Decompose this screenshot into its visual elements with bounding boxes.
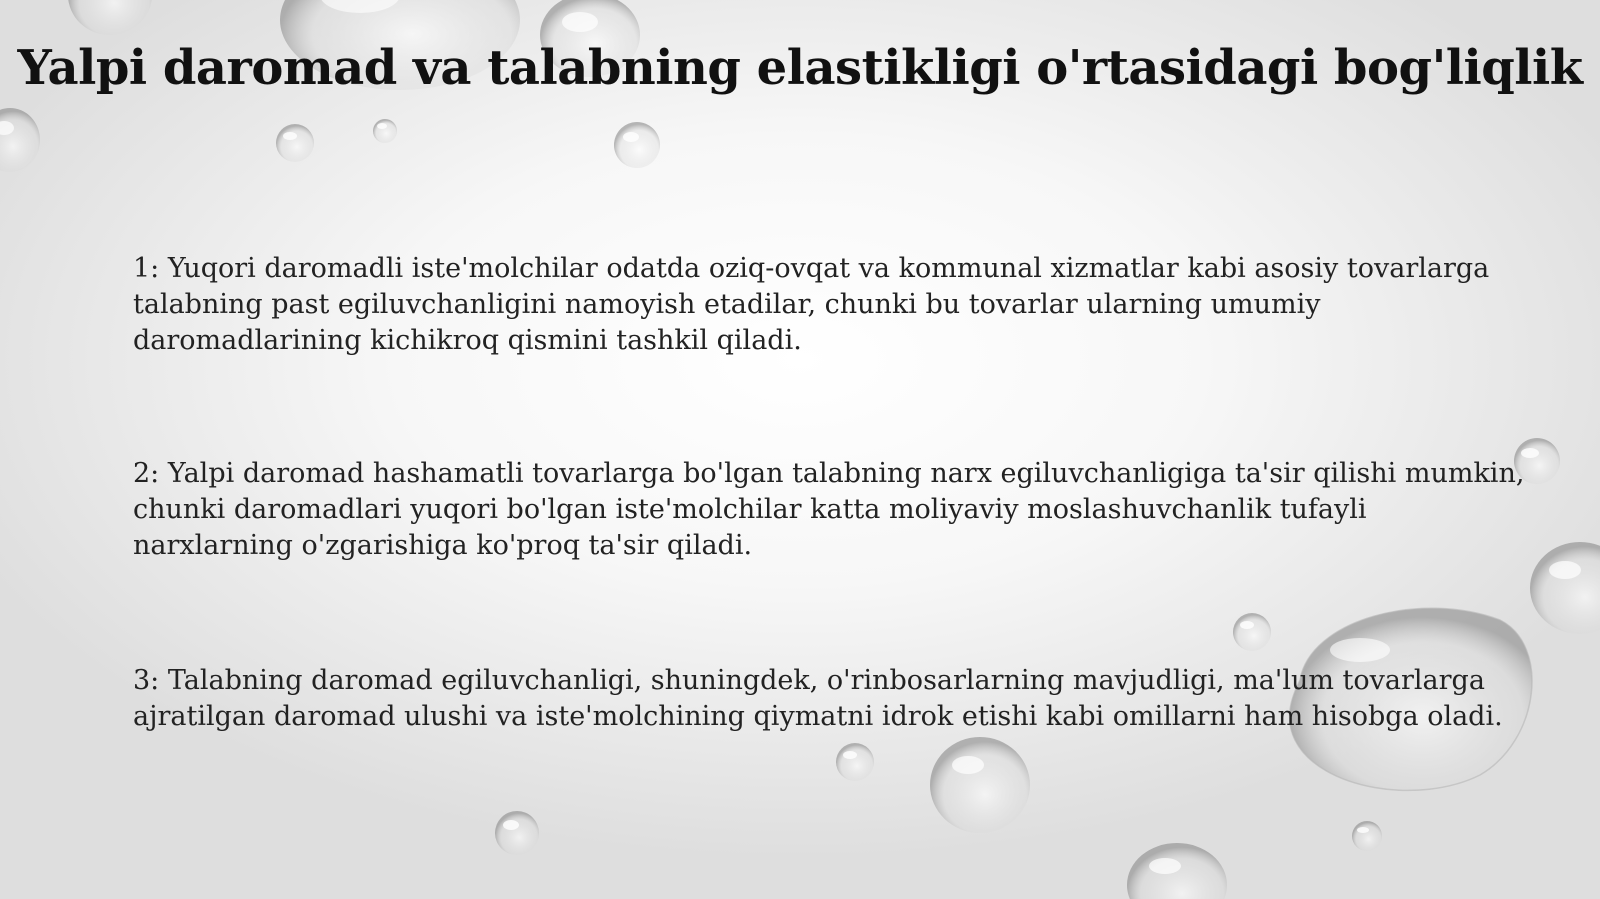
droplet xyxy=(1233,613,1271,651)
droplet xyxy=(373,119,397,143)
droplet xyxy=(0,108,40,172)
droplet xyxy=(276,124,314,162)
droplet xyxy=(68,0,152,35)
droplet xyxy=(1530,542,1600,634)
bullet-point-2: 2: Yalpi daromad hashamatli tovarlarga bo'lgan talabning narx egiluvchanligiga ta'sir qilishi mumkin, chunki daromadlari yuqori bo'lgan iste'molchilar katta moliyaviy moslashuvchanlik tufayli narxlarning o'zgarishiga ko'proq ta'sir qiladi. xyxy=(133,458,1525,561)
bullet-point-3: 3: Talabning daromad egiluvchanligi, shuningdek, o'rinbosarlarning mavjudligi, ma'lum tovarlarga ajratilgan daromad ulushi va iste'molchining qiymatni idrok etishi kabi omillarni ham hisobga oladi. xyxy=(133,665,1503,732)
droplet xyxy=(930,737,1030,833)
slide-title: Yalpi daromad va talabning elastikligi o'rtasidagi bog'liqlik xyxy=(17,40,1583,96)
bullet-point-1: 1: Yuqori daromadli iste'molchilar odatda oziq-ovqat va kommunal xizmatlar kabi asosiy tovarlarga talabning past egiluvchanligini namoyish etadilar, chunki bu tovarlar ularning umumiy daromadlarining kichikroq qismini tashkil qiladi. xyxy=(133,253,1490,356)
droplet xyxy=(495,811,539,855)
droplet xyxy=(836,743,874,781)
droplet xyxy=(614,122,660,168)
droplet xyxy=(1352,821,1382,851)
droplet xyxy=(1127,843,1227,899)
